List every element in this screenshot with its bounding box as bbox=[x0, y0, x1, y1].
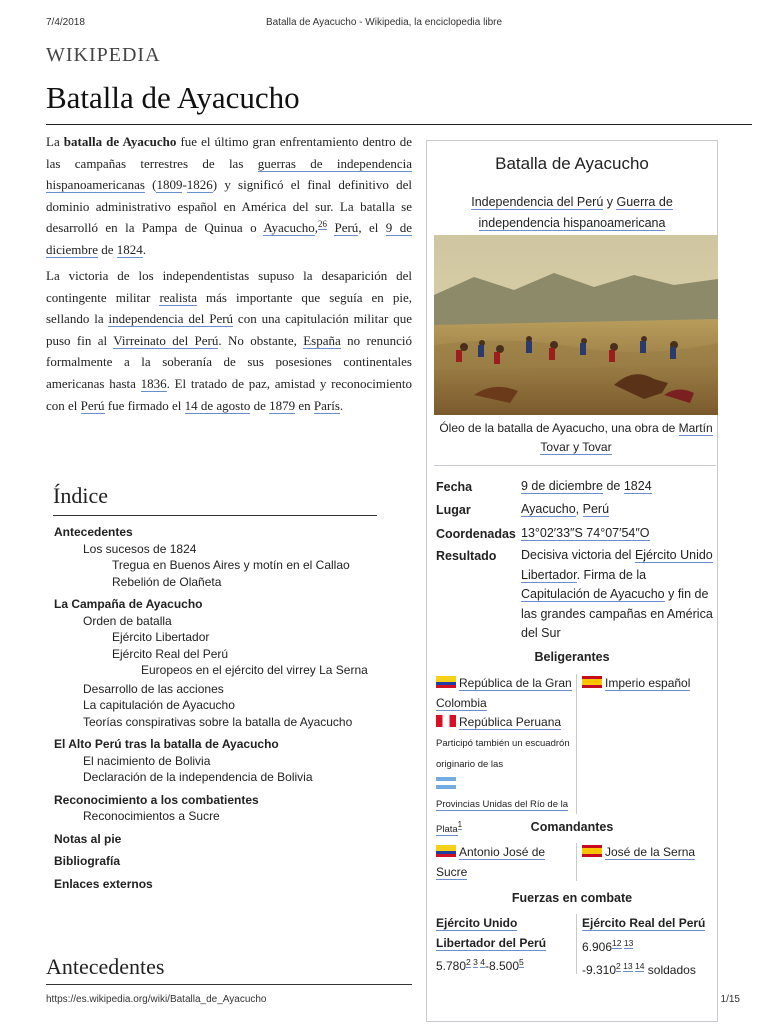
toc-item[interactable]: Orden de batalla bbox=[83, 613, 172, 628]
link-antonio-jose-de-sucre[interactable]: Antonio José de Sucre bbox=[436, 845, 546, 879]
print-url: https://es.wikipedia.org/wiki/Batalla_de_Ayacucho bbox=[46, 994, 267, 1005]
toc-item[interactable]: Antecedentes bbox=[54, 525, 133, 539]
toc-item[interactable]: Reconocimientos a Sucre bbox=[83, 809, 220, 823]
flag-spain-icon bbox=[582, 676, 602, 688]
infobox-image-caption: Óleo de la batalla de Ayacucho, una obra de Martín Tovar y Tovar bbox=[439, 421, 713, 454]
link-peru-infobox[interactable]: Perú bbox=[582, 502, 610, 516]
comandantes-heading: Comandantes bbox=[530, 820, 614, 834]
toc-item[interactable]: Tregua en Buenos Aires y motín en el Callao bbox=[112, 558, 350, 572]
footnote-14[interactable]: 14 bbox=[634, 961, 645, 971]
bold-term: batalla de Ayacucho bbox=[63, 134, 177, 149]
toc-item[interactable]: Rebelión de Olañeta bbox=[112, 574, 222, 589]
beligerantes-divider bbox=[576, 674, 577, 814]
toc-item[interactable]: Teorías conspirativas sobre la batalla de Ayacucho bbox=[83, 714, 353, 729]
fuerzas-right: Ejército Real del Perú $6.906^{12 13}$ $-9.310^{2 13 14}$ soldados bbox=[582, 916, 706, 977]
link-1836[interactable]: 1836 bbox=[140, 375, 167, 391]
beligerantes-right bbox=[582, 674, 716, 694]
footnote-4[interactable]: 4 bbox=[480, 957, 485, 967]
footnote-2[interactable]: 2 bbox=[466, 957, 471, 967]
footnote-1[interactable]: 1 bbox=[457, 820, 463, 829]
wordmark-text[interactable]: WIKIPEDIA bbox=[46, 44, 161, 66]
toc-item[interactable]: Notas al pie bbox=[54, 831, 122, 846]
link-ayacucho[interactable]: Ayacucho bbox=[263, 220, 315, 236]
footnote-2b[interactable]: 2 bbox=[616, 961, 621, 971]
link-9-diciembre-infobox[interactable]: 9 de diciembre bbox=[521, 479, 603, 493]
link-ejercito-unido-libertador-peru[interactable]: Ejército Unido Libertador del Perú bbox=[436, 916, 547, 950]
toc-heading: Índice bbox=[53, 483, 108, 508]
toc-item[interactable]: Los sucesos de 1824 bbox=[83, 541, 197, 556]
fuerzas-heading: Fuerzas en combate bbox=[511, 891, 633, 905]
toc-item[interactable]: Declaración de la independencia de Bolivia bbox=[83, 770, 313, 784]
link-peru-2[interactable]: Perú bbox=[80, 397, 105, 413]
wikipedia-wordmark[interactable] bbox=[46, 44, 161, 67]
title-divider bbox=[46, 124, 752, 125]
link-coordenadas[interactable]: 13°02′33″S 74°07′54″O bbox=[521, 526, 650, 540]
toc-divider bbox=[53, 515, 377, 516]
link-virreinato[interactable]: Virreinato del Perú bbox=[113, 332, 219, 348]
toc-item[interactable]: Europeos en el ejército del virrey La Serna bbox=[141, 663, 368, 677]
link-jose-de-la-serna[interactable]: José de la Serna bbox=[605, 845, 696, 859]
link-1824[interactable]: 1824 bbox=[116, 241, 143, 257]
link-ejercito-unido-libertador[interactable]: Ejército Unido Libertador bbox=[521, 548, 713, 582]
intro-paragraph-1: La batalla de Ayacucho fue el último gran enfrentamiento dentro de las campañas terrestres de las guerras de independencia hispanoamericanas (1809-1826) y significó el final definitivo del dominio administrativo español en América del sur. La batalla se desarrolló en la Pampa de Quinua o Ayacucho,$^{26}$ Perú, el 9 de diciembre de 1824. bbox=[46, 134, 412, 257]
intro-paragraph-2: La victoria de los independentistas supuso la desaparición del contingente militar realista más importante que seguía en pie, sellando la independencia del Perú con una capitulación militar que puso fin al Virreinato del Perú. No obstante, España no renunció formalmente a la soberanía de sus posesiones continentales americanas hasta 1836. El tratado de paz, amistad y reconocimiento con el Perú fue firmado el 14 de agosto de 1879 en París. bbox=[46, 268, 413, 413]
link-ejercito-real-peru[interactable]: Ejército Real del Perú bbox=[582, 916, 706, 930]
link-9-diciembre[interactable]: 9 de diciembre bbox=[46, 220, 412, 257]
comandante-right bbox=[582, 843, 716, 863]
link-independencia-del-peru[interactable]: Independencia del Perú bbox=[471, 195, 604, 209]
flag-argentina-icon bbox=[436, 777, 456, 789]
fecha-label: Fecha bbox=[436, 480, 473, 494]
footnote-12[interactable]: 12 bbox=[612, 937, 622, 948]
lugar-value: Ayacucho, Perú bbox=[521, 502, 610, 516]
infobox-subtitle: Independencia del Perú y Guerra de independencia hispanoamericana bbox=[471, 195, 673, 230]
print-page-title: Batalla de Ayacucho - Wikipedia, la enciclopedia libre bbox=[265, 17, 503, 28]
flag-peru-icon bbox=[436, 715, 456, 727]
coordenadas-value bbox=[521, 524, 717, 544]
link-1809[interactable]: 1809 bbox=[156, 177, 183, 193]
toc-item[interactable]: El Alto Perú tras la batalla de Ayacucho bbox=[54, 737, 279, 751]
beligerantes-left bbox=[436, 674, 574, 840]
infobox-separator bbox=[434, 465, 716, 466]
fecha-value: 9 de diciembre de 1824 bbox=[521, 479, 652, 493]
footnote-13[interactable]: 13 bbox=[623, 937, 634, 948]
link-gran-colombia[interactable]: República de la Gran Colombia bbox=[436, 676, 572, 710]
fuerzas-divider bbox=[576, 914, 577, 974]
link-guerras-independencia[interactable]: guerras de independencia hispanoamericanas bbox=[46, 155, 412, 193]
infobox-title: Batalla de Ayacucho bbox=[495, 154, 649, 173]
link-paris[interactable]: París bbox=[313, 397, 340, 413]
print-page-number: 1/15 bbox=[720, 994, 740, 1005]
footnote-13b[interactable]: 13 bbox=[623, 961, 633, 971]
battle-painting-image[interactable] bbox=[434, 235, 718, 415]
link-imperio-espanol[interactable]: Imperio español bbox=[605, 676, 691, 690]
beligerantes-note: Participó también un escuadrón originario de las bbox=[436, 737, 570, 770]
footnote-5[interactable]: 5 bbox=[519, 957, 524, 967]
lugar-label: Lugar bbox=[436, 503, 471, 517]
print-date: 7/4/2018 bbox=[46, 17, 85, 28]
section-divider bbox=[46, 984, 412, 985]
link-espana[interactable]: España bbox=[303, 332, 341, 348]
flag-gran-colombia-icon bbox=[436, 845, 456, 857]
link-1879[interactable]: 1879 bbox=[269, 397, 296, 413]
toc-item[interactable]: La Campaña de Ayacucho bbox=[54, 597, 203, 611]
link-provincias-unidas[interactable]: Provincias Unidas del Río de la Plata bbox=[436, 799, 569, 835]
link-independencia-peru[interactable]: independencia del Perú bbox=[108, 311, 234, 327]
table-of-contents bbox=[54, 524, 384, 892]
toc-item[interactable]: Bibliografía bbox=[54, 854, 121, 868]
link-republica-peruana[interactable]: República Peruana bbox=[459, 715, 562, 729]
link-realista[interactable]: realista bbox=[159, 289, 197, 305]
resultado-label: Resultado bbox=[436, 549, 497, 563]
page-title: Batalla de Ayacucho bbox=[46, 80, 300, 115]
toc-item[interactable]: Reconocimiento a los combatientes bbox=[54, 792, 259, 807]
comandante-left bbox=[436, 843, 574, 882]
toc-item[interactable]: El nacimiento de Bolivia bbox=[83, 753, 211, 768]
toc-item[interactable]: Desarrollo de las acciones bbox=[83, 681, 224, 696]
beligerantes-heading: Beligerantes bbox=[534, 650, 610, 664]
footnote-26[interactable]: 26 bbox=[318, 219, 328, 230]
toc-item[interactable]: Ejército Real del Perú bbox=[112, 646, 229, 661]
toc-item[interactable]: La capitulación de Ayacucho bbox=[83, 698, 235, 712]
link-capitulacion-ayacucho[interactable]: Capitulación de Ayacucho bbox=[521, 587, 665, 601]
link-1824-infobox[interactable]: 1824 bbox=[623, 479, 652, 493]
resultado-value: Decisiva victoria del Ejército Unido Libertador. Firma de la Capitulación de Ayacucho y fin de las grandes campañas en América del Sur bbox=[521, 548, 713, 640]
toc-item[interactable]: Ejército Libertador bbox=[112, 630, 210, 644]
link-peru[interactable]: Perú bbox=[334, 220, 359, 236]
flag-gran-colombia-icon bbox=[436, 676, 456, 688]
section-heading-antecedentes: Antecedentes bbox=[46, 954, 165, 979]
link-ayacucho-infobox[interactable]: Ayacucho bbox=[521, 502, 576, 516]
link-1826[interactable]: 1826 bbox=[186, 177, 213, 193]
toc-item[interactable]: Enlaces externos bbox=[54, 876, 153, 891]
coordenadas-label: Coordenadas bbox=[436, 527, 516, 541]
fuerzas-left: Ejército Unido Libertador del Perú $5.780^{2 3 4}-8.500^5$ bbox=[436, 916, 547, 973]
link-14-agosto[interactable]: 14 de agosto bbox=[184, 397, 251, 413]
footnote-3[interactable]: 3 bbox=[473, 957, 478, 967]
comandantes-divider bbox=[576, 843, 577, 881]
link-guerra-independencia[interactable]: Guerra de independencia hispanoamericana bbox=[478, 195, 673, 230]
flag-spain-icon bbox=[582, 845, 602, 857]
link-martin-tovar[interactable]: Martín Tovar y Tovar bbox=[540, 421, 713, 454]
